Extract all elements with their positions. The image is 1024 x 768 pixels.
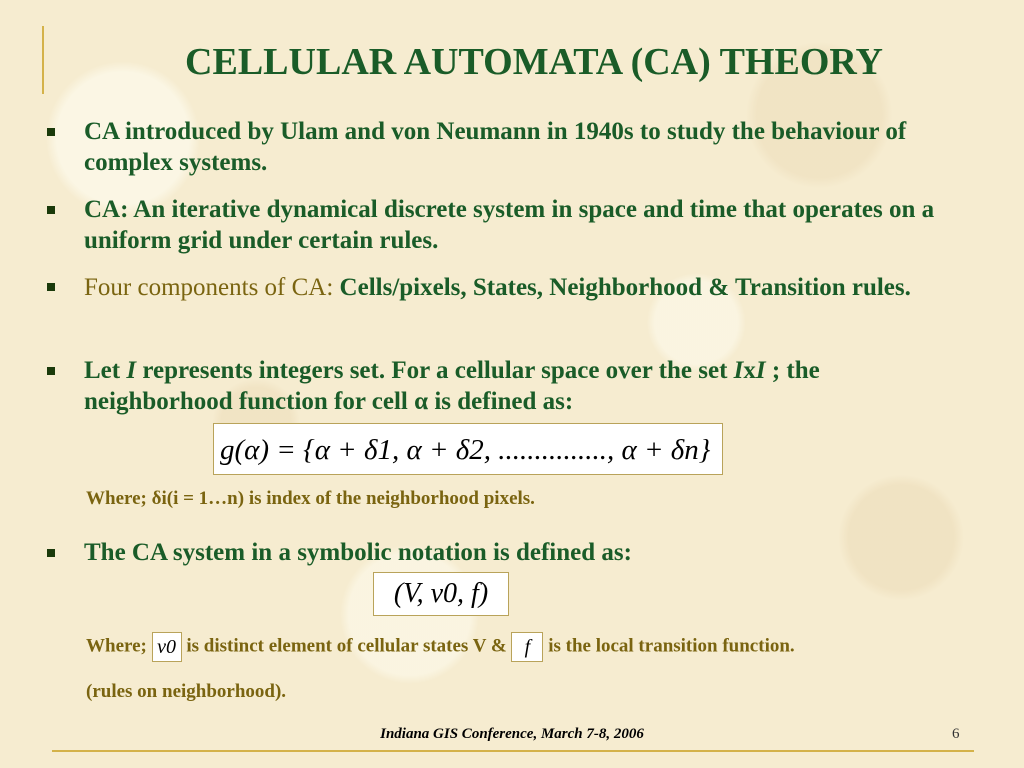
bullet-4-part3: ; the neighborhood function for cell α is defined as: <box>84 357 820 415</box>
bullet-4-part1: Let <box>84 357 127 384</box>
v0-symbol-box: v0 <box>152 632 182 662</box>
note-prefix: Where; <box>86 635 147 657</box>
slide-footer: Indiana GIS Conference, March 7-8, 2006 <box>380 726 644 742</box>
bullet-4-x: x <box>743 357 756 384</box>
formula-2-note <box>86 632 795 662</box>
slide-title: CELLULAR AUTOMATA (CA) THEORY <box>185 41 883 83</box>
bullet-5-text: The CA system in a symbolic notation is defined as: <box>84 539 632 566</box>
ca-tuple-formula: (V, v0, f) <box>373 572 509 616</box>
bullet-marker <box>47 549 55 557</box>
note-suffix: is the local transition function. <box>548 635 795 657</box>
bullet-marker <box>47 367 55 375</box>
f-symbol-box: f <box>511 632 543 662</box>
bullet-4-var-I: I <box>733 357 744 384</box>
page-number: 6 <box>952 726 960 742</box>
bullet-4-var-I: I <box>126 357 137 384</box>
bullet-4-part2: represents integers set. For a cellular space over the set <box>136 357 734 384</box>
bullet-2-text: CA: An iterative dynamical discrete system in space and time that operates on a uniform grid under certain rules. <box>84 196 935 254</box>
neighborhood-formula: g(α) = {α + δ1, α + δ2, ..............., α + δn} <box>213 423 723 475</box>
formula-1-note: Where; δi(i = 1…n) is index of the neighborhood pixels. <box>86 488 535 509</box>
footer-rule <box>52 750 974 752</box>
bullet-4-var-I: I <box>755 357 766 384</box>
formula-2-note-line2: (rules on neighborhood). <box>86 681 287 702</box>
bullet-3-text: Cells/pixels, States, Neighborhood & Transition rules. <box>333 274 911 301</box>
bullet-marker <box>47 283 55 291</box>
bullet-3 <box>84 270 974 305</box>
bullet-3-lead: Four components of CA: <box>84 274 334 301</box>
bullet-1-text: CA introduced by Ulam and von Neumann in 1940s to study the behaviour of complex systems. <box>84 118 907 176</box>
bullet-marker <box>47 206 55 214</box>
bullet-marker <box>47 128 55 136</box>
bullet-4 <box>84 355 974 417</box>
note-middle: is distinct element of cellular states V & <box>186 635 507 657</box>
